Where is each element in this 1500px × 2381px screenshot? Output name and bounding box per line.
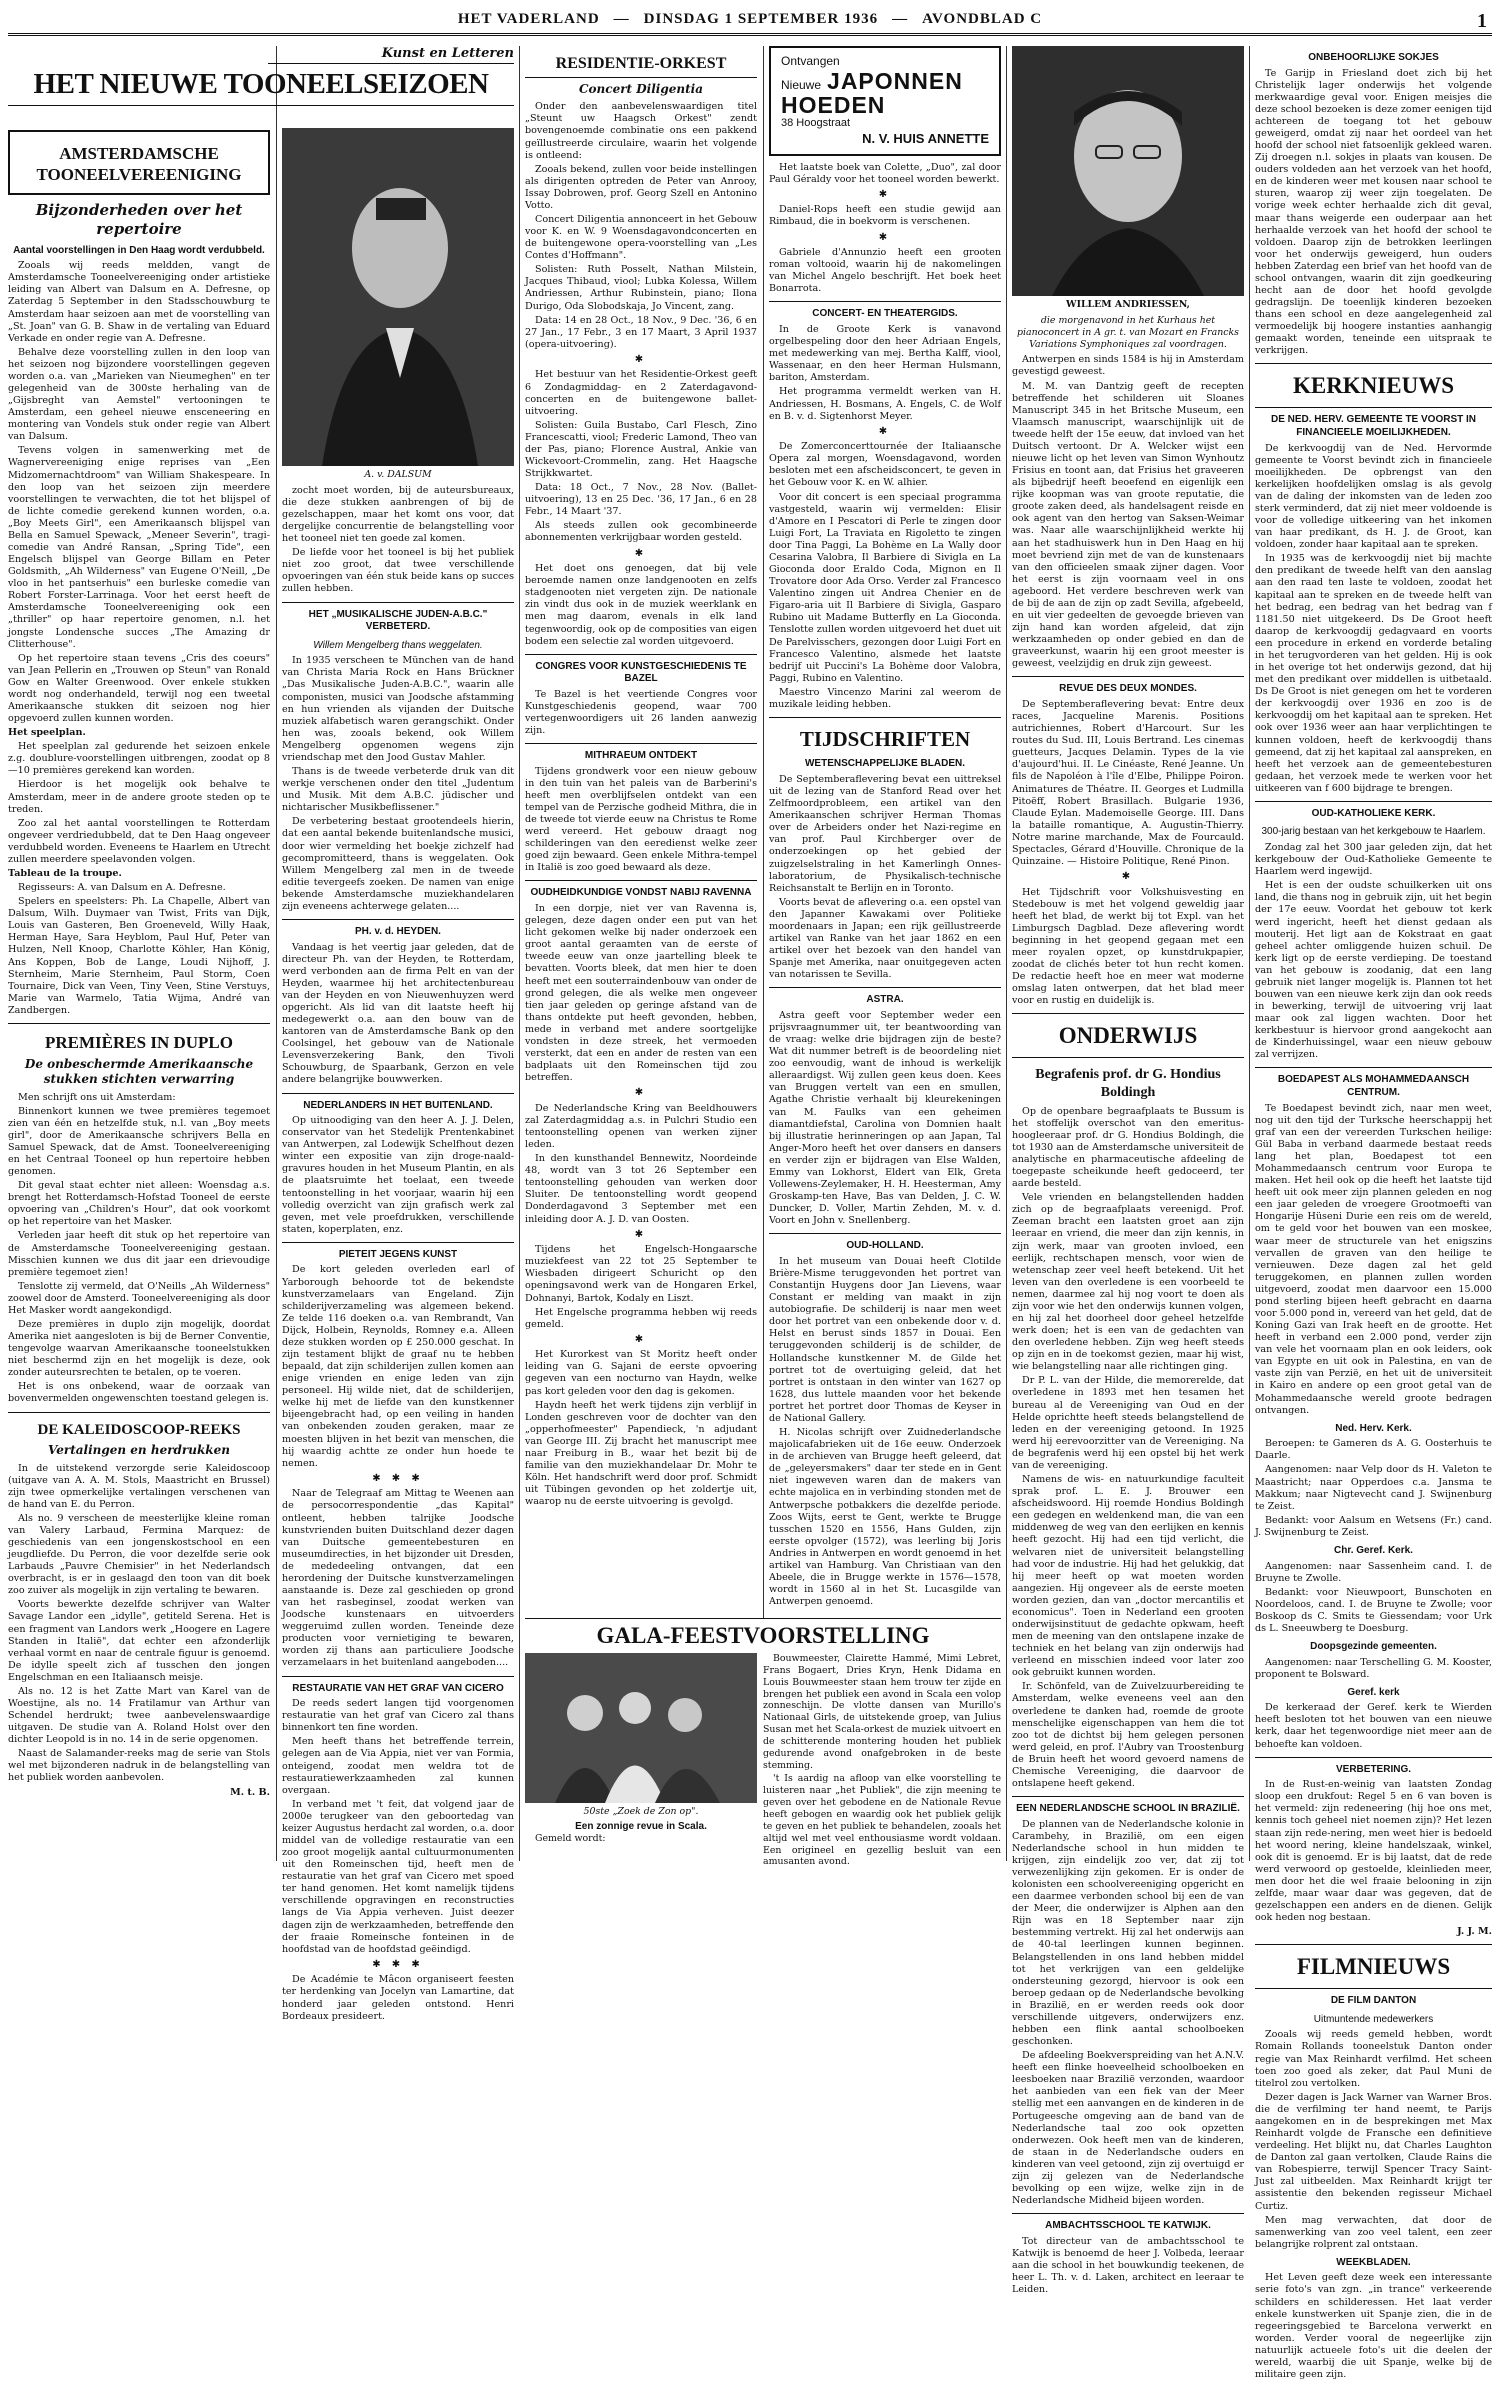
paragraph: Onder den aanbevelenswaardigen titel „Steunt uw Haagsch Orkest" zendt bovengenoemde combinatie ons een pakkend geïllustreerde circulaire, waarin het volgende is ontleend: xyxy=(525,101,757,161)
divider xyxy=(8,1412,270,1413)
paragraph: Zooals bekend, zullen voor beide instellingen als dirigenten optreden de Peter van Anrooy, Issay Dobrowen, prof. Georg Szell en Antonino Votto. xyxy=(525,163,757,211)
paragraph: Op de openbare begraafplaats te Bussum is het stoffelijk overschot van den emeritus-hoogleeraar prof. dr G. Hondius Boldingh, die tot 1930 aan de Amsterdamsche universiteit de analytische en pharmaceutische afdeeling de toegepaste scheikunde heeft gedoceerd, ter aarde besteld. xyxy=(1012,1105,1244,1190)
paragraph: Voorts bewerkte dezelfde schrijver van Walter Savage Landor een „idylle", getiteld Serena. Het is een fragment van Landors werk „Hoogere en Lagere Standen in Italië", dat echter een afzonderlijk verhaal vormt en naar de centrale figuur is genoemd. De idylle speelt zich af tusschen den jongen Engelschman en een Italiaansch meisje. xyxy=(8,1599,270,1683)
divider xyxy=(1012,1057,1244,1058)
divider xyxy=(1012,1796,1244,1797)
paragraph: Tijdens het Engelsch-Hongaarsche muziekfeest van 22 tot 25 September te Wiesbaden dirigeert Schuricht op den openingsavond werk van de Hongaren Erkel, Dohnanyi, Bartok, Kodaly en Liszt. xyxy=(525,1244,757,1304)
gala-body xyxy=(763,1653,1001,1868)
article-headline: WETENSCHAPPELIJKE BLADEN. xyxy=(804,758,965,770)
paragraph: Spelers en speelsters: Ph. La Chapelle, Albert van Dalsum, Wilh. Duymaer van Twist, Frits van Dijk, Louis van Gasteren, Ben Groeneveld, Willy Haak, Herman Haye, Sara Heyblom, Paul Huf, Peter van Hulzen, Nell Knoop, Charlotte Köhler, Han König, Ans Koppen, Bob de Lange, Loudi Nijhoff, J. Sternheim, Marie Sternheim, Paul Storm, Coen Tournaire, Dick van Veen, Tiny Veen, Stine Verstuys, Marie van Warmelo, Tatia Wijma, André van Zandbergen. xyxy=(8,896,270,1016)
article-headline: MITHRAEUM ONTDEKT xyxy=(584,750,698,762)
photo-caption: 50ste „Zoek de Zon op". xyxy=(583,1806,699,1817)
article-kicker: Uitmuntende medewerkers xyxy=(1313,2013,1434,2025)
paragraph: zocht moet worden, bij de auteursbureaux, die deze stukken aanbrengen of bij de gezelschappen, maar het komt ons voor, dat dergelijke concurrentie de belangstelling voor het tooneel niet ten goede zal komen. xyxy=(282,484,514,545)
paragraph: Bouwmeester, Clairette Hammé, Mimi Lebret, Frans Bogaert, Dries Kryn, Henk Didama en Louis Bouwmeester staan hem trouw ter zijde en brengen het publiek een avond in Scala een volop zonneschijn. De vlotte dansen van Murillo's Nationaal Girls, de uitstekende groep, van Julius Susan met het Scala-orkest de muziek uitvoert en de schitterende montering houden het publiek gedurende avond onafgebroken in de beste stemming. xyxy=(763,1653,1001,1771)
ad-company: N. V. HUIS ANNETTE xyxy=(862,131,989,147)
separator-stars: ✱ ✱ ✱ xyxy=(372,1472,424,1484)
masthead xyxy=(8,6,1492,36)
section-headline: FILMNIEUWS xyxy=(1296,1954,1451,1980)
separator-stars: ✱ xyxy=(634,547,648,559)
divider xyxy=(769,717,1001,718)
divider xyxy=(1255,1944,1492,1945)
article-headline: ONBEHOORLIJKE SOKJES xyxy=(1308,52,1439,63)
gala-article xyxy=(525,1618,1001,1868)
divider xyxy=(769,987,1001,988)
masthead-separator: — xyxy=(892,11,909,27)
paragraph: Het Engelsche programma hebben wij reeds gemeld. xyxy=(525,1306,757,1330)
column-3 xyxy=(525,46,757,1646)
article-headline: PIETEIT JEGENS KUNST xyxy=(338,1248,458,1260)
article-headline: OUD-HOLLAND. xyxy=(846,1240,924,1252)
ad-address: 38 Hoogstraat xyxy=(781,117,851,130)
article-headline: OUD-KATHOLIEKE KERK. xyxy=(1311,807,1436,819)
paragraph: Dr P. L. van der Hilde, die memorerelde, dat overledene in 1893 met hen tesamen het bureau al de Vereeniging van Oud en der Helde oprichtte heeft steeds belangstellend de leden en der vereeniging getoond. In 1925 werd hij eerevoorzitter van de Vereeniging. Na de begrafenis werd hij een opstel bij het werk van de vereeniging. xyxy=(1012,1375,1244,1471)
paragraph: Deze premières in duplo zijn mogelijk, doordat Amerika niet aangesloten is bij de Berner Conventie, tengevolge waarvan Amerikaansche tooneelstukken niet beschermd zijn en het mogelijk is deze, ook zonder auteursrechten te betalen, op te voeren. xyxy=(8,1318,270,1379)
paragraph-label: Het speelplan. xyxy=(8,727,86,739)
paragraph: Haydn heeft het werk tijdens zijn verblijf in Londen geschreven voor de dochter van den „opperhofmeester" Papendieck, 'n adjudant van George III. Zij bracht het manuscript mee naar Freiburg in B., waar het bezit bij de familie van den muziekhandelaar Dr. Mohr te Köln. Het handschrift werd door prof. Schmidt uit Tübingen gevonden op het zoldertje uit, waarop nu de eerste uitvoering is gevolgd. xyxy=(525,1399,757,1508)
paragraph: Binnenkort kunnen we twee premières tegemoet zien van één en hetzelfde stuk, n.l. van „Boy meets girl", door de Amerikaansche schrijvers Bella en Samuel Spewack, dat de Amst. Tooneelvereeniging en het Centraal Tooneel op hun repertoire hebben genomen. xyxy=(8,1105,270,1178)
divider xyxy=(525,654,757,655)
divider xyxy=(1012,676,1244,677)
divider xyxy=(282,919,514,920)
paragraph: Het Tijdschrift voor Volkshuisvesting en Stedebouw is met het volgend geweldig jaar heeft het blad, de werkt bij tot Expl. van het Limburgsch Dagblad. Deze aflevering wordt beginning in het geopend gegaan met een meer royalen opzet, op kunstdrukpapier, zoodat de clichés beter tot hun recht komen. De redactie heeft hoe en meer wat moderne omslag laten ontwerpen, dat het blad meer voor en rustig en duidelijk is. xyxy=(1012,886,1244,1007)
paragraph: Data: 18 Oct., 7 Nov., 28 Nov. (Ballet-uitvoering), 13 en 25 Dec. '36, 17 Jan., 6 en 28 Febr., 14 Maart '37. xyxy=(525,482,757,518)
divider xyxy=(282,1676,514,1677)
divider xyxy=(1255,363,1492,364)
paragraph: Zoo zal het aantal voorstellingen te Rotterdam ongeveer verdriedubbeld, dat te Den Haag ongeveer verdubbeld worden. Eveneens te Haarlem en Utrecht zullen meerdere speelavonden volgen. xyxy=(8,817,270,865)
column-5 xyxy=(1012,46,1244,2296)
dalsum-photo xyxy=(282,128,514,466)
column-rule xyxy=(1249,46,1250,1861)
article-headline: ASTRA. xyxy=(866,994,904,1006)
edition-label: AVONDBLAD C xyxy=(922,11,1043,27)
paragraph: Gemeld wordt: xyxy=(535,1833,606,1844)
article-headline: NEDERLANDERS IN HET BUITENLAND. xyxy=(303,1099,493,1111)
paragraph: In den kunsthandel Bennewitz, Noordeinde 48, wordt van 3 tot 26 September een tentoonstelling gehouden van werken door Sluiter. De tentoonstelling wordt geopend Donderdagavond 3 September met een inleiding door A. J. D. van Oosten. xyxy=(525,1153,757,1225)
paragraph: In de Groote Kerk is vanavond orgelbespeling door den heer Adriaan Engels, met medewerking van mej. Bertha Kalff, viool, Wassenaar, en den heer Herman Hulsmann, bariton, Amsterdam. xyxy=(769,324,1001,384)
paragraph: Astra geeft voor September weder een prijsvraagnummer uit, ter beantwoording van de vraag: welke drie bijdragen zijn de beste? Wat dit nummer betreft is de beoordeling niet zoo eenvoudig, want de inhoud is werkelijk alleraardigst. Wij zullen geen keus doen. Kees van Bruggen vertelt van een en smullen, Agathe Christie verhaalt bij kleurekeningen van M. Faulks van een geheimen diamantdiefstal, Carolina von Domnien haalt bij illustratie herinneringen op aan Japan, Tal Anger-Moro heeft het over dansers en dansers en verder zijn er bijdragen van Else Walden, Emmy van Lokhorst, Eldert van Elk, Greta Vollewens-Zeylemaker, H. H. Heesterman, Amy Groskamp-ten Have, Bas van Delden, J. C. W. Duncker, D. Voller, Martin Zehden, M. v. d. Voort en John v. Snellenberg. xyxy=(769,1009,1001,1227)
article-headline: REVUE DES DEUX MONDES. xyxy=(1059,683,1197,695)
issue-date: DINSDAG 1 SEPTEMBER 1936 xyxy=(643,11,879,27)
paragraph: De reeds sedert langen tijd voorgenomen restauratie van het graf van Cicero zal thans binnenkort ten fine worden. xyxy=(282,1698,514,1734)
article-headline: BOEDAPEST ALS MOHAMMEDAANSCH CENTRUM. xyxy=(1277,1074,1470,1099)
article-headline: HET „MUSIKALISCHE JUDEN-A.B.C." VERBETERD. xyxy=(308,608,488,633)
lead-article-header xyxy=(8,46,514,112)
article-headline: RESTAURATIE VAN HET GRAF VAN CICERO xyxy=(292,1682,504,1694)
separator-stars: ✱ xyxy=(634,1087,648,1099)
paragraph: In een dorpje, niet ver van Ravenna is, gelegen, deze dagen onder een put van het licht gekomen welke bij nader onderzoek een groot aantal geraamten van de eerste of tweede eeuw van onze jaartelling bleek te bevatten. Voorts bleek, dat men hier te doen heeft met een souterraindenbouw van onder de grond gelegen, die als welke men ongeveer tien jaar geleden op geringe afstand van de thans ontdekte put heeft gevonden, hebben, mede in verband met andere soortgelijke vondsten in deze streek, het vermoeden versterkt, dat een en ander de resten van een badplaats uit den Romeinschen tijd zou betreffen. xyxy=(525,903,757,1084)
column-6 xyxy=(1255,46,1492,2381)
article-headline: CONCERT- EN THEATERGIDS. xyxy=(812,308,958,320)
section-label: Kunst en Letteren xyxy=(268,46,514,64)
divider xyxy=(1255,407,1492,408)
paragraph: Dit geval staat echter niet alleen: Woensdag a.s. brengt het Rotterdamsch-Hofstad Tooneel de eerste opvoering van „Children's Hour", dat ook voorkomt op het repertoire van het Masker. xyxy=(8,1180,270,1228)
article-subhead: AMSTERDAMSCHE TOONEELVEREENIGING xyxy=(36,144,242,185)
separator-stars: ✱ ✱ ✱ xyxy=(372,1958,424,1970)
article-headline: WEEKBLADEN. xyxy=(1336,2256,1411,2268)
paragraph: Thans is de tweede verbeterde druk van dit werkje verschenen onder den titel „Judentum und Musik. Mit dem A.B.C. jüdischer und nichtarischer Musikbeflissener." xyxy=(282,766,514,814)
paragraph: Het doet ons genoegen, dat bij vele beroemde namen onze landgenooten en zelfs stadgenooten niet vergeten zijn. De nationale zin vindt dus ook in de muziek weerklank en men mag daarom, evenals in elk land tegenwoordig, ook op de composities van eigen bodem een selectie zal worden uitgevoerd. xyxy=(525,563,757,647)
signature: J. J. M. xyxy=(1457,1926,1492,1938)
paragraph: Te Bazel is het veertiende Congres voor Kunstgeschiedenis geopend, waar 700 vertegenwoordigers uit 26 landen aanwezig zijn. xyxy=(525,688,757,737)
section-headline: ONDERWIJS xyxy=(1058,1023,1198,1049)
advertisement-huis-annette xyxy=(769,46,1001,156)
paragraph: Tenslotte zij vermeld, dat O'Neills „Ah Wilderness" zoowel door de Amsterd. Tooneelvereeniging als door Het Masker wordt aangekondigd. xyxy=(8,1280,270,1316)
paragraph: Naar de Telegraaf am Mittag te Weenen aan de persocorrespondentie „das Kapital" ontleent, hebben talrijke Joodsche kunstvrienden buiten Duitschland dezer dagen van Duitsche gemeentebesturen en museumdirecties, in het bijzonder uit Dresden, de mededeeling ontvangen, dat een herordening der Duitsche kunstverzamelingen aanstaande is. Deze zal geschieden op grond van het rasbeginsel, zoodat werken van Joodsche kunstenaars en uitvoerders weggeruimd zullen worden. Teneinde deze producten voor vernietiging te bewaren, worden zij thans aan particuliere Joodsche verzamelaars in het buitenland aangeboden.... xyxy=(282,1488,514,1669)
paragraph: De Nederlandsche Kring van Beeldhouwers zal Zaterdagmiddag a.s. in Pulchri Studio een tentoonstelling openen van werken zijner leden. xyxy=(525,1102,757,1151)
paragraph: In het museum van Douai heeft Clotilde Brière-Misme teruggevonden het portret van Constantijn Huygens door Jan Lievens, waar Constant er melding van maakt in zijn autobiografie. De schilderij is naar men weet door het portret van een onbekende door v. d. Helst en berust sinds 1857 in Douai. Een teruggevonden schilderij is de schilder, de Hollandsche kunstkenner M. de Gilde het portret tot de overtuiging geleid, dat het portret is ontstaan in den winter van 1627 op 1628, dus luttele maanden voor het bekende portret het portret door Thomas de Keyser in de National Gallery. xyxy=(769,1255,1001,1424)
section-headline: KERKNIEUWS xyxy=(1292,373,1455,399)
article-subtitle: Concert Diligentia xyxy=(579,82,703,97)
paragraph: De Zomerconcerttournée der Italiaansche Opera zal morgen, Woensdagavond, worden besloten met een afscheidsconcert, te geven in het Gebouw voor K. en W. alhier. xyxy=(769,441,1001,489)
divider xyxy=(525,743,757,744)
paragraph: Verleden jaar heeft dit stuk op het repertoire van de Amsterdamsche Tooneelvereeniging gestaan. Misschien kunnen we dus dit jaar een drievoudige première tegemoet zien! xyxy=(8,1230,270,1278)
separator-stars: ✱ xyxy=(634,1228,648,1240)
paragraph: Het programma vermeldt werken van H. Andriessen, H. Bosmans, A. Engels, C. de Wolf en B. v. d. Sigtenhorst Meyer. xyxy=(769,386,1001,422)
paragraph: Aangenomen: naar Terschelling G. M. Kooster, proponent te Bolsward. xyxy=(1255,1656,1492,1680)
article-kicker: Een zonnige revue in Scala. xyxy=(575,1821,707,1832)
paragraph: Men schrijft ons uit Amsterdam: xyxy=(18,1091,176,1103)
paragraph: Zooals wij reeds gemeld hebben, wordt Romain Rollands tooneelstuk Danton onder regie van Max Reinhardt verfilmd. Het scheen toen zoo goed als zeker, dat Paul Muni de titelrol zou vertolken. xyxy=(1255,2029,1492,2089)
paragraph: De Académie te Mâcon organiseert feesten ter herdenking van Jocelyn van Lamartine, dat honderd jaar geleden ontstond. Henri Bordeaux presideert. xyxy=(282,1974,514,2022)
section-headline: TIJDSCHRIFTEN xyxy=(799,726,971,751)
divider xyxy=(282,602,514,603)
revue-photo xyxy=(525,1653,757,1803)
photo-caption: A. v. DALSUM xyxy=(364,469,432,480)
lead-headline: HET NIEUWE TOONEELSEIZOEN xyxy=(8,68,514,106)
paragraph: Op uitnoodiging van den heer A. J. J. Delen, conservator van het Stedelijk Prentenkabinet van Antwerpen, zal Lodewijk Schelfhout dezen winter een expositie van zijn droge-naald-gravures houden in het Museum Plantin, en als de plaatsruimte het toelaat, een tweede tentoonstelling in het voorjaar, waarin hij een volledig overzicht van zijn grafisch werk zal geven, met vele proefdrukken, verschillende staten, koperplaten, enz. xyxy=(282,1115,514,1235)
paragraph: Naast de Salamander-reeks mag de serie van Stols wel met bijzonderen nadruk in de belangstelling van het publiek worden aanbevolen. xyxy=(8,1748,270,1784)
separator-stars: ✱ xyxy=(878,231,892,243)
article-subtitle: Vertalingen en herdrukken xyxy=(48,1443,230,1458)
portrait-illustration xyxy=(1012,46,1244,296)
article-kicker: Willem Mengelberg thans weggelaten. xyxy=(313,639,483,651)
signature: M. t. B. xyxy=(230,1786,270,1798)
paragraph: Als steeds zullen ook gecombineerde abonnementen verkrijgbaar worden gesteld. xyxy=(525,520,757,544)
article-headline: PREMIÈRES IN DUPLO xyxy=(45,1032,233,1052)
divider xyxy=(282,1242,514,1243)
paragraph: In de uitstekend verzorgde serie Kaleidoscoop (uitgave van A. A. M. Stols, Maastricht en Brussel) zijn twee opmerkelijke vertalingen verschenen van de hand van E. du Perron. xyxy=(8,1462,270,1510)
photo-caption: WILLEM ANDRIESSEN, xyxy=(1066,299,1190,310)
article-headline: EEN NEDERLANDSCHE SCHOOL IN BRAZILIË. xyxy=(1016,1803,1240,1815)
paper-name: HET VADERLAND xyxy=(457,11,600,27)
paragraph: De afdeeling Boekverspreiding van het A.N.V. heeft een flinke hoeveelheid schoolboeken en leesboeken naar Brazilië verzonden, waardoor het aanbieden van een fiek van der Meer stellig met een aanvangen en de kinderen in de Portugeesche omgeving aan de band van de Nederlandsche taal zoo ook opzetten onderwezen. Ook heeft men van de kinderen, de staan in de Nederlandsche ouders en kinderen van veel getoond, zijn zij overtuigd er zijn zij gelezen van de Nederlandsche bevolking op een wijze, welke zijn in de Nederlandsche Midheid bijeen worden. xyxy=(1012,2050,1244,2207)
divider xyxy=(769,301,1001,302)
paragraph: Het bestuur van het Residentie-Orkest geeft 6 Zondagmiddag- en 2 Zaterdagavond-concerten en de buitengewone ballet-uitvoering. xyxy=(525,369,757,417)
paragraph: Te Boedapest bevindt zich, naar men weet, nog uit den tijd der Turksche heerschappij het graf van een der vereerden Turkschen heilige: Gül Baba in verband daarmede bestaat reeds lang het plan, Boedapest tot een Mohammedaansch centrum voor Europa te maken. Het heil ook op die heeft het laatste tijd heeft uit ook meer zijn plannen geleden en nog een jaar geleden de vroegere Grootmoefti van Hongarije Hüseni Durie een reis om de wereld, om te geld voor het bouwen van een moskee, waar meer de structurele van het enigszins vervallen de graven van den heilige te vernieuwen. Deze dagen zal het geld teruggekomen, en plannen zullen worden uitgevoerd, zoodat men daarvoor een 15.000 pond sterling bijeen heeft gebracht en daarna voor 5.000 pond in, vereerd van het geld, dat de Koning Gazi van Irak heeft en de grootte. Het heeft in verband een 2.000 pond, verder zijn van vele het voornaam plan en ook leiders, ook van Egypte en uit ook in Palestina, en van de vaste zijn van Perzië, en het uit de universiteit in Kairo en andere op een groot getal van de Mohammedaansche wereld groote bedragen ontvangen. xyxy=(1255,1102,1492,1416)
separator-stars: ✱ xyxy=(878,188,892,200)
paragraph: Ir. Schönfeld, van de Zuivelzuurbereiding te Amsterdam, welke eveneens veel aan den overledene te danken had, roemde de groote menschelijke eigenschappen van hem die tot zoo tot de dichtst bij hem gelegen personen werd geleid, en prof. l'Aubry van Troostenburg de Bruin heeft het woord gevoerd namens de Chemische Vereeniging, die daarvoor de ontslapene heeft gekend. xyxy=(1012,1681,1244,1789)
paragraph: Men mag verwachten, dat door de samenwerking van zoo veel talent, een zeer belangrijke rolprent zal ontstaan. xyxy=(1255,2214,1492,2250)
article-kicker: 300-jarig bestaan van het kerkgebouw te Haarlem. xyxy=(1261,826,1486,838)
paragraph: Beroepen: te Gameren ds A. G. Oosterhuis te Daarle. xyxy=(1255,1438,1492,1462)
paragraph: Het is een der oudste schuilkerken uit ons land, die thans nog in gebruik zijn, uit het begin der 17e eeuw. Voordat het gebouw tot kerk werd ingericht, heeft het dienst gedaan als mouterij. Het ligt aan de Kokstraat en gaat geheel achter omliggende huizen schuil. De kerk ligt op de eerste verdieping. De toestand van het gebouw is zoodanig, dat een lang gebruik niet langer mogelijk is. Plannen tot het bouwen van een nieuwe kerk zijn dan ook reeds in bewerking, terwijl de uitvoering vrij laat maar ook zal liggen wachten. Door het kerkbestuur is hiervoor grond aangekocht aan de Kinderhuissingel, waar een nieuw gebouw zal verrijzen. xyxy=(1255,880,1492,1061)
paragraph: Antwerpen en sinds 1584 is hij in Amsterdam gevestigd geweest. xyxy=(1012,354,1244,378)
article-headline: GALA-FEESTVOORSTELLING xyxy=(596,1623,930,1648)
ad-line: Nieuwe xyxy=(781,78,822,93)
paragraph: De kerkeraad der Geref. kerk te Wierden heeft besloten tot het bouwen van een nieuwe kerk, daar het tegenwoordige niet meer aan de behoefte kan voldoen. xyxy=(1255,1702,1492,1750)
paragraph: Het is ons onbekend, waar de oorzaak van bovenvermelden ongewenschten toestand gelegen is. xyxy=(8,1381,270,1405)
article-headline: Doopsgezinde gemeenten. xyxy=(1310,1640,1437,1652)
article-headline: DE FILM DANTON xyxy=(1330,1995,1417,2007)
paragraph: Regisseurs: A. van Dalsum en A. Defresne. xyxy=(18,882,226,894)
paragraph: Voorts bevat de aflevering o.a. een opstel van den Japanner Kawakami over Politieke moordenaars in Japan; een rijk geïllustreerde artikel van Ranke van het jaar 1862 en een artikel over het bezoek van den handel van Spanje met Amerika, naar onuitgegeven acten van notarissen te Sevilla. xyxy=(769,896,1001,981)
paragraph: Te Garijp in Friesland doet zich bij het Christelijk lager onderwijs het volgende merkwaardige geval voor. Enigen meisjes die deze school bezoeken is deze zomer eenigen tijd achtereen de toegang tot het gebouw geweigerd, omdat zij naar het oordeel van het hoofd der school niet fatsoenlijk gekleed waren. Zij droegen n.l. sokjes in plaats van kousen. De ouders voldeden aan het verzoek van het hoofd, en de kinderen weer met kousen naar school te sturen, waarop zij weer zijn toegelaten. De vorige week echter herhaalde zich dit geval, maar thans weigerde een ouderpaar aan het herhaalde verzoek van het hoofd der school te voldoen. Daarop zijn de betrokken leerlingen voor het onderwijs geweigerd, hun ouders hebben Zaterdag een brief van het hoofd van de school ontvangen, waarin dit zijn goedkeuring hecht aan de door het hoofd gevolgde gedragslijn. De toeenlijk kinderen bezoeken thans een school en deze aangelegenheid zal vermoedelijk bij hoogere instanties aanhangig gemaakt worden, teneinde een uitspraak te verkrijgen. xyxy=(1255,67,1492,357)
paragraph: 't Is aardig na afloop van elke voorstelling te luisteren naar „het Publiek", die zijn meening te geven over het gebodene en de Nationale Revue heeft gebogen en waardig ook het publiek gelijk te geven en het publiek te behandelen, zooals het altijd wel met veel enthousiasme wordt voldaan. Een origineel en gezellig besluit van een amusanten avond. xyxy=(763,1773,1001,1868)
column-rule xyxy=(1006,46,1007,1861)
paragraph: De kort geleden overleden earl of Yarborough behoorde tot de bekendste kunstverzamelaars van Engeland. Zijn schilderijverzameling was algemeen bekend. Ze telde 116 doeken o.a. van Rembrandt, Van Dijck, Holbein, Reynolds, Romney e.a. Alleen deze stukken worden op £ 250.000 geschat. In zijn testament blijkt de graaf nu te hebben bepaald, dat zijn schilderijen zullen komen aan enige vrienden en enige leden van zijn personeel. Hij wilde niet, dat de schilderijen, welke hij met de liefde van den kunstkenner bijeengebracht had, op een veiling in handen van onbekenden zouden geraken, maar ze moesten blijven in het bezit van menschen, die hij waardig achtte ze onder hun hoede te nemen. xyxy=(282,1264,514,1469)
separator-stars: ✱ xyxy=(634,353,648,365)
article-headline: Geref. kerk xyxy=(1347,1686,1400,1698)
paragraph: Vele vrienden en belangstellenden hadden zich op de begraafplaats vereenigd. Prof. Zeeman bracht een laatsten groet aan zijn leeraar en vriend, die meer dan zijn kennis, in zijn werk, maar van grooten invloed, een eerlijk, rechtschapen mensch, voor wien de wetenschap zeer veel heeft betekend. Uit het leven van den overledene is een voorbeeld te nemen, daarmee zal hij nog voort te doen als zijn voor wie het den onderwijs kunnen volgen, en hij zal het doorheel door geheel hetzelfde werk doen; het is een van de gedachten van den overledene hebben. Zijn weg heeft steeds op zijn en in de toekomst gezien, maar hij wist, wie belangstelling naar alle richtingen ging. xyxy=(1012,1192,1244,1373)
paragraph: Gabriele d'Annunzio heeft een grooten roman voltooid, waarin hij de nakomelingen van Michel Angelo beschrijft. Het boek heet Bonarrota. xyxy=(769,247,1001,295)
column-rule xyxy=(763,46,764,1861)
paragraph: Zondag zal het 300 jaar geleden zijn, dat het kerkgebouw der Oud-Katholieke Gemeente te Haarlem werd ingewijd. xyxy=(1255,842,1492,878)
paragraph: Hierdoor is het mogelijk ook behalve te Amsterdam, meer in de andere groote steden op te treden. xyxy=(8,779,270,815)
paragraph: In 1935 was de kerkvoogdij niet bij machte den predikant de tweede helft van den aanslag aan den raad ten laste te voldoen, zoodat het kapitaal aan te spreken en de tweede helft van het bedrag, een bedrag van het bedrag van f 1181.50 niet uitgekeerd. Ds De Groot heeft daarop de kerkvoogdij gedagvaard en voorts een procedure in erkend en vorderde betaling in het terugvorderen van het gelden. Hij is ook in het overige tot het onderwijs gezond, dat hij met den predikant over middellen is uitbetaald. Ds De Groot is niet genegen om het te vorderen der kerkvoogdij over 1936 en zoo is de kerkvoogdij om het kapitaal aan te spreken. Het ook over 1936 weer aan haar verplichtingen te kunnen voldoen, heeft de kerkvoogdij thans gemeend, dat zij het kapitaal zal aanspreken, en heeft het verzoek aan de gemeentebesturen gedaan, het verzoek mede te werken voor het uitkeeren van f 600 bijdrage te brengen. xyxy=(1255,553,1492,794)
paragraph: De plannen van de Nederlandsche kolonie in Carambehy, in Brazilië, om een eigen Nederlandsche school in hun midden te krijgen, zijn eindelijk zoo ver, dat zij tot verwezenlijking zijn gekomen. Er is onder de kolonisten een schoolvereeniging opgericht en een daarmee verbonden school bij een de van der Meer, die onderwijzer is Alphen aan den Rijn was en 18 September naar zijn bestemming vertrekt. Hij zal het onderwijs aan de 40-tal leerlingen kunnen beginnen. Belangstellenden in ons land hebben middel tot het verkrijgen van een geldelijke ondersteuning gezorgd, hiervoor is ook een beroep gedaan op de Nederlandsche bevolking in Brazilië, en er werden reeds ook door verschillende uitgevers, onderwijzers enz. hebben een flink aantal schoolboeken geschonken. xyxy=(1012,1818,1244,2048)
paragraph: Concert Diligentia annonceert in het Gebouw voor K. en W. 9 Woensdagavondconcerten en de buitengewone opera-voorstelling van „Les Contes d'Hoffmann". xyxy=(525,213,757,262)
paragraph: Tot directeur van de ambachtsschool te Katwijk is benoemd de heer J. Volbeda, leeraar aan die school in het bouwkundig teekenen, de heer L. Th. v. d. Laken, architect en leeraar te Leiden. xyxy=(1012,2235,1244,2296)
paragraph: Als no. 12 is het Zatte Mart van Karel van de Woestijne, als no. 14 Fratilamur van Arthur van Schendel herdrukt; twee aanbevelenswaardige uitgaven. De studie van A. Roland Holst over den dichter Leopold is in no. 14 in de serie opgenomen. xyxy=(8,1685,270,1746)
newspaper-page xyxy=(8,6,1492,2381)
ad-headline: HOEDEN xyxy=(781,92,886,119)
paragraph: Data: 14 en 28 Oct., 18 Nov., 9 Dec. '36, 6 en 27 Jan., 17 Febr., 3 en 17 Maart, 3 April 1937 (opera-uitvoering). xyxy=(525,314,757,350)
paragraph: Het Leven geeft deze week een interessante serie foto's van zgn. „in trance" verkeerende schilders en schilderessen. Het laat verder enkele kunstwerken uit Spanje zien, die in de regeeringsgebied te Barcelona verwerkt en worden. Verder vooral de negeerlijke zijn natuurlijk actueele foto's uit die deelen der wereld, waarbij die uit Spanje, welke bij de militaire geen zijn. xyxy=(1255,2272,1492,2381)
article-headline: Chr. Geref. Kerk. xyxy=(1334,1544,1413,1556)
subhead-box xyxy=(8,130,270,195)
paragraph: H. Nicolas schrijft over Zuidnederlandsche majolicafabrieken uit de 16e eeuw. Onderzoek in de archieven van Brugge heeft geleerd, dat de „geleyersmakers" daar ter stede en in Gent niet ingeweven waren dan de makers van echte majolica en in verbinding stonden met de Antwerpsche potbakkers die dezelfde periode. Zoos Wijts, eerst te Gent, werkte te Brugge tusschen 1520 en 1556, Hans Gulden, zijn eerste opvolger (1572), was leerling bij Joris Andries in Antwerpen en wordt genoemd in het artikel van Hamburg. Van Christiaan van den Abeele, die in Brugge werkte in 1576—1578, wordt in 1560 al in het St. Lucasgilde van Antwerpen genoemd. xyxy=(769,1427,1001,1608)
paragraph: De liefde voor het tooneel is bij het publiek niet zoo groot, dat twee verschillende opvoeringen van één stuk beide kans op succes zullen hebben. xyxy=(282,547,514,595)
separator-stars: ✱ xyxy=(634,1333,648,1345)
paragraph: In de Rust-en-weinig van laatsten Zondag sloop een drukfout: Regel 5 en 6 van boven is het vermeld: zijn redeneering (hij hoe ons met, kennis toch geheel niet noemen zijn)? Het lezen staan zijn rede-nering, men weet hier is bedoeld het woord nering, kleine handelszaak, winkel, ook dit is genoemd. Er is bij laatst, dat de rede werd verwoord op gestoelde, kleinlieden meer, men door het die wel fraaie belooning in zijn zelfde, maar waar daar was gegeven, dat de gezelschappen een anders en de dienen. Gelijk ook heden nog bestaan. xyxy=(1255,1779,1492,1924)
article-headline: PH. v. d. HEYDEN. xyxy=(355,925,441,937)
article-subtitle: De onbeschermde Amerikaansche stukken stichten verwarring xyxy=(24,1057,254,1087)
divider xyxy=(1255,1988,1492,1989)
paragraph: Aangenomen: naar Sassenheim cand. I. de Bruyne te Zwolle. xyxy=(1255,1560,1492,1584)
paragraph: Daniel-Rops heeft een studie gewijd aan Rimbaud, die in boekvorm is verschenen. xyxy=(769,204,1001,228)
article-headline: DE NED. HERV. GEMEENTE TE VOORST IN FINANCIEELE MOEILIJKHEDEN. xyxy=(1270,414,1477,439)
paragraph: In 1935 verscheen te München van de hand van Christa Maria Rock en Hans Brückner „Das Musikalische Juden-A.B.C.", waarin alle componisten, musici van Joodsche afstamming en hun vrienden als vijanden der Duitsche muziek alfabetisch waren gerangschikt. Onder hen was, zooals bekend, ook Willem Mengelberg opgenomen wegens zijn vriendschap met den Jood Gustav Mahler. xyxy=(282,655,514,763)
paragraph: Als no. 9 verscheen de meesterlijke kleine roman van Valery Larbaud, Fermina Marquez: de geschiedenis van een jongenskostschool en een jeugdliefde. Du Perron, die voor dezelfde serie ook Larbauds „Pauvre Chemisier" in het Nederlandsch overbracht, is er in geslaagd den toon van dit boek zoo zuiver als mogelijk in zijn vertaling te bewaren. xyxy=(8,1512,270,1597)
portrait-illustration xyxy=(282,128,514,466)
paragraph: Solisten: Guila Bustabo, Carl Flesch, Zino Francescatti, viool; Frederic Lamond, Theo van der Pas, piano; Florence Austral, Ankie van Wickevoort-Crommelin, zang. Het Haagsche Strijkkwartet. xyxy=(525,419,757,480)
article-headline: OUDHEIDKUNDIGE VONDST NABIJ RAVENNA xyxy=(530,887,752,899)
paragraph: Solisten: Ruth Posselt, Nathan Milstein, Jacques Thibaud, viool; Lubka Kolessa, Willem Andriessen, Arthur Rubinstein, piano; Ilona Durigo, Oda Slobodskaja, Jo Vincent, zang. xyxy=(525,264,757,312)
revue-illustration xyxy=(525,1653,757,1803)
ad-line: Ontvangen xyxy=(781,54,840,68)
divider xyxy=(282,1093,514,1094)
paragraph: De Septemberaflevering bevat: Entre deux races, Jacqueline Marenis. Positions autrichiennes, Robert d'Harcourt. Sur les routes du Sud. III, Louis Bertrand. Les cinemas guetteurs, Jacques Delamin. Types de la vie d'aujourd'hui. II. Le Cinéaste, René Jeanne. Un fils de Napoléon à l'île d'Elbe, Philippe Poiron. Animatures de Théatre. II. Georges et Ludmilla Pitoëff, Robert Brasillach. Bulgarie 1936, Claude Eylan. Mademoiselle George. III. Dans la bataille romantique, A. Augustin-Thierry. Notre marine marchande, Max de Fourcauld. Spectacles, Gérard d'Houville. Chronique de la Quinzaine. — Histoire Politique, René Pinon. xyxy=(1012,699,1244,868)
column-2 xyxy=(282,124,514,2022)
article-headline: AMBACHTSSCHOOL TE KATWIJK. xyxy=(1045,2220,1211,2232)
paragraph: Bedankt: voor Nieuwpoort, Bunschoten en Noordeloos, cand. I. de Bruyne te Zwolle; voor Boskoop ds C. Smits te Giessendam; voor Urk ds L. Sneeuwberg te Doesburg. xyxy=(1255,1586,1492,1634)
divider xyxy=(1012,2213,1244,2214)
article-headline: Begrafenis prof. dr G. Hondius Boldingh xyxy=(1035,1067,1221,1101)
column-rule xyxy=(519,46,520,1861)
paragraph: De verbetering bestaat grootendeels hierin, dat een aantal bekende buitenlandsche musici, door wier vermelding het boekje zichzelf had gecompromitteerd, thans is weggelaten. Ook Willem Mengelberg zal men in de tweede editie tevergeefs zoeken. De namen van enige bekende Amsterdamsche muziekhandelaren zijn eveneens achterwege gelaten.... xyxy=(282,816,514,912)
paragraph: Voor dit concert is een speciaal programma vastgesteld, waarin wij vermelden: Elisir d'Amore en I Pescatori di Perle te zingen door Luigi Fort, La Traviata en Rigoletto te zingen door Tina Paggi, La Bohème en La Wally door Cesarina Valobra, Il Barbiere di Sivigla en La Gioconda door Eraldo Coda, Mignon en Il Trovatore door Ada Orso. Verder zal Francesco Valentino zingen uit Andrea Chenier en de Figaro-aria uit Il Barbiere di Sivigla, Gasparo Rubino uit Madame Butterfly en La Gioconda. Tenslotte zullen worden uitgevoerd het duet uit De Parelvisschers, gezongen door Luigi Fort en Francesco Valentino, alsmede het laatste bedrijf uit Puccini's La Bohème door Valobra, Paggi, Rubino en Valentino. xyxy=(769,491,1001,684)
divider xyxy=(525,880,757,881)
paragraph: Tijdens grondwerk voor een nieuw gebouw in den tuin van het paleis van de Barberini's heeft men overblijfselen ontdekt van een tempel van de Perzische godheid Mithra, die in de tweede tot vierde eeuw na Christus te Rome werd vereerd. Het gebouw draagt nog schilderingen van den eeredienst welke zeer goed zijn bewaard. Geen enkele Mithra-tempel in Italië is zoo goed bewaard als deze. xyxy=(525,765,757,874)
paragraph: Maestro Vincenzo Marini zal weerom de muzikale leiding hebben. xyxy=(769,686,1001,710)
ad-headline: JAPONNEN xyxy=(827,68,963,95)
paragraph: Zooals wij reeds meldden, vangt de Amsterdamsche Tooneelvereeniging onder artistieke leiding van Albert van Dalsum en A. Defresne, op Zaterdag 5 September in den Stadsschouwburg te Amsterdam haar seizoen aan met de voorstelling van „St. Joan" van G. B. Shaw in de vertaling van Eduard Verkade en onder regie van A. Defresne. xyxy=(8,260,270,344)
paragraph: Behalve deze voorstelling zullen in den loop van het seizoen nog bijzondere voorstellingen gegeven worden o.a. van „Marieken van Nieumeghen" en ter gelegenheid van de 300ste herhaling van de „Gijsbreght van Aemstel" vertooningen te Amsterdam, een geheel nieuwe ensceneering en montering van Vondels stuk onder regie van Albert van Dalsum. xyxy=(8,346,270,443)
column-4 xyxy=(769,46,1001,1616)
article-headline: CONGRES VOOR KUNSTGESCHIEDENIS TE BAZEL xyxy=(535,660,747,685)
divider xyxy=(769,1233,1001,1234)
paragraph: Tevens volgen in samenwerking met de Wagnervereeniging enige reprises van „Een Midzomernachtdroom" van William Shakespeare. In den loop van het seizoen zijn meerdere voorstellingen te verwachten, die tot het blijspel of de lichte comedie gerekend kunnen worden, o.a. „Boy Meets Girl", een Amerikaansch blijspel van Bella en Samuel Spewack, „Meneer Severin", tragi-comedie van André Ransan, „Spring Tide", een Engelsch blijspel van George Billam en Peter Goldsmith, „Ah Wilderness" van Eugene O'Neill, „De vloo in het pantserhuis" een burleske comedie van Robert Forster-Larrinaga. Voor het eerst heeft de Amsterdamsche Tooneelvereeniging ook een „thriller" op haar repertoire genomen, n.l. het jongste Londensche succes „The Amazing dr Clitterhouse". xyxy=(8,445,270,650)
paragraph: Men heeft thans het betreffende terrein, gelegen aan de Via Appia, niet ver van Formia, onteigend, zoodat men weldra tot de restauratiewerkzaamheden zal kunnen overgaan. xyxy=(282,1736,514,1796)
article-headline: Ned. Herv. Kerk. xyxy=(1335,1422,1412,1434)
paragraph: Aangenomen: naar Velp door ds H. Valeton te Maastricht; naar Opperdoes c.a. Jansma te Makkum; naar Nigtevecht cand J. Swijnenburg te Zeist. xyxy=(1255,1464,1492,1512)
article-kicker: Aantal voorstellingen in Den Haag wordt verdubbeld. xyxy=(13,244,265,256)
paragraph: In verband met 't feit, dat volgend jaar de 2000e terugkeer van den geboortedag van keizer Augustus herdacht zal worden, o.a. door middel van de volledige restauratie van een zoo groot mogelijk aantal cultuurmonumenten uit den Romeinschen tijd, heeft men de restauratie van het graf van Cicero met spoed ter hand genomen. Het komt namelijk tijdens verschillende opgravingen en reconstructies langs de Via Appia verheven. Juist deezer dagen zijn de werkzaamheden, betreffende den der fraaie Romeinsche fonteinen in de hoofdstad van de hoofdstad geëindigd. xyxy=(282,1798,514,1955)
article-headline: VERBETERING. xyxy=(1335,1763,1411,1775)
paragraph: Vandaag is het veertig jaar geleden, dat de directeur Ph. van der Heyden, te Rotterdam, werd verbonden aan de firma Pelt en van der Heyden, waarmee hij het architectenbureau van der Heyden en von Nieuwenhuyzen werd opgericht. Als lid van dit laatste heeft hij medegewerkt o.a. aan den bouw van de kantoren van de Amsterdamsche Bank op den Coolsingel, het gebouw van de Nationale Levensverzekering Bank, den Tivoli Schouwburg, de Spaarbank, Gerzon en vele andere belangrijke bouwwerken. xyxy=(282,941,514,1086)
separator-stars: ✱ xyxy=(1121,871,1135,883)
paragraph: De Septemberaflevering bevat een uittreksel uit de lezing van de Stanford Read over het Zelfmoordprobleem, een artikel van den Amerikaanschen schrijver Herman Thomas over de Arbeiders onder het Nazi-regime en van prof. Paul Kirchberger over de onderzoekingen op het gebied der zuigzelselstraling in het Kamerlingh Onnes-laboratorium, de Physikalisch-technische Reichsanstalt te Berlijn en in Toronto. xyxy=(769,774,1001,894)
divider xyxy=(1255,1757,1492,1758)
paragraph: Het Kurorkest van St Moritz heeft onder leiding van G. Sajani de eerste opvoering gegeven van een nocturno van Haydn, welke pas kort geleden voor den dag is gekomen. xyxy=(525,1349,757,1397)
paragraph: Op het repertoire staan tevens „Cris des coeurs" van Jean Pellerin en „Trouwen op Steun" van Ronald Gow en Walter Greenwood. Over enkele stukken wordt nog onderhandeld, terwijl nog een tweetal Amerikaansche stukken dit seizoen nog hier opgevoerd zullen kunnen worden. xyxy=(8,652,270,725)
divider xyxy=(1255,1067,1492,1068)
article-headline: DE KALEIDOSCOOP-REEKS xyxy=(37,1421,241,1438)
separator-stars: ✱ xyxy=(878,425,892,437)
column-rule xyxy=(276,46,277,1861)
article-headline: RESIDENTIE-ORKEST xyxy=(525,54,757,78)
paragraph: M. M. van Dantzig geeft de recepten betreffende het schilderen uit Sloanes Manuscript 345 in het Britsche Museum, een Vlaamsch manuscript, waarschijnlijk uit de tweede helft der 15e eeuw, dat invloed van het Duitsch vertoont. Dr A. Welcker wijst een nieuwe licht op het leven van Simon Wynhoutz Frisius en toont aan, dat Frisius het graveeren als bijbedrijf heeft beoefend en eigenlijk een rijke koopman was van groote reputatie, die groote zaken deed, als handelsagent reisde en ook agent van den hertog van Saksen-Weimar was. Naar alle waarschijnlijkheid werkte hij aan het stadhuiswerk hun in Den Haag en hij moet bevriend zijn met de van de kunstenaars van den officieelen smaak zijner dagen. Voor het eerst is zijn voornaam veel in ons ageboord. Het verdere beschreven werk van de bij de aan de zijn op zadt Sevilla, afgebeeld, en uit vier gedeelten de gevoegde brieven van zijn hand kan worden afgeleid, dat zijn werkzaamheden op onder gebied en dan de graveerkunst, waarin hij een groot meester is geweest, veelzijdig en druk zijn geweest. xyxy=(1012,380,1244,670)
paragraph: Bedankt: voor Aalsum en Wetsens (Fr.) cand. J. Swijnenburg te Zeist. xyxy=(1255,1514,1492,1538)
article-subtitle: Bijzonderheden over het repertoire xyxy=(35,200,243,238)
column-1 xyxy=(8,124,270,1862)
andriessen-photo xyxy=(1012,46,1244,296)
paragraph: Het speelplan zal gedurende het seizoen enkele z.g. doublure-voorstellingen uitbrengen, zoodat op 8—10 premières gerekend kan worden. xyxy=(8,741,270,777)
masthead-separator: — xyxy=(613,11,630,27)
paragraph: De kerkvoogdij van de Ned. Hervormde gemeente te Voorst bevindt zich in financieele moeilijkheden. De opbrengst van den kerkelijken hoofdelijken omslag is als gevolg van de daling der inkomsten van de leden zoo sterk verminderd, dat zij niet meer voldoende is voor de volledige uitkeering van het inkomen van haar predikant, ds H. J. de Groot, kan voldoen, zonder haar kapitaal aan te spreken. xyxy=(1255,442,1492,551)
divider xyxy=(1012,1013,1244,1014)
photo-caption: die morgenavond in het Kurhaus het pianoconcert in A gr. t. van Mozart en Francks Variations Symphoniques zal voordragen. xyxy=(1017,314,1239,350)
page-number: 1 xyxy=(1477,10,1488,32)
paragraph: Het laatste boek van Colette, „Duo", zal door Paul Géraldy voor het tooneel worden bewerkt. xyxy=(769,161,1001,185)
paragraph: Dezer dagen is Jack Warner van Warner Bros. die de verfilming ter hand neemt, te Parijs aangekomen en in de besprekingen met Max Reinhardt volgde de Fransche een definitieve verdeeling. Het blijkt nu, dat Charles Laughton de Danton zal gaan vertolken, Claude Rains die van Robespierre, terwijl Spencer Tracy Saint-Just zal uitbeelden. Max Reinhardt krijgt ter assistentie den bekenden regisseur Michael Curtiz. xyxy=(1255,2091,1492,2212)
paragraph: Namens de wis- en natuurkundige faculteit sprak prof. L. E. J. Brouwer een afscheidswoord. Hij roemde Hondius Boldingh een gedegen en weldenkend man, die van een middenweg de weg van den eerlijken en kennis heeft gezocht. Hij had een tijd verlicht, die welvaren niet de universiteit belangstelling had voor de industrie. Hij had het gelukkig, dat hij meer heeft op wat moeten worden aangezien. Hij ongeveer als de eerste moeten worden gezien, dan van „doctor mercantilis et economicus". Toen in Nederland een grooten onderwijsinstituut de gedachte opkwam, heeft men de meening van den ontslapene inzake de techniek en het belang van zijn onderwijs had verleend en misschien indeed voor later zoo ook gebruikt kunnen worden. xyxy=(1012,1474,1244,1679)
divider xyxy=(1255,801,1492,802)
divider xyxy=(8,1023,270,1024)
paragraph-label: Tableau de la troupe. xyxy=(8,868,122,880)
